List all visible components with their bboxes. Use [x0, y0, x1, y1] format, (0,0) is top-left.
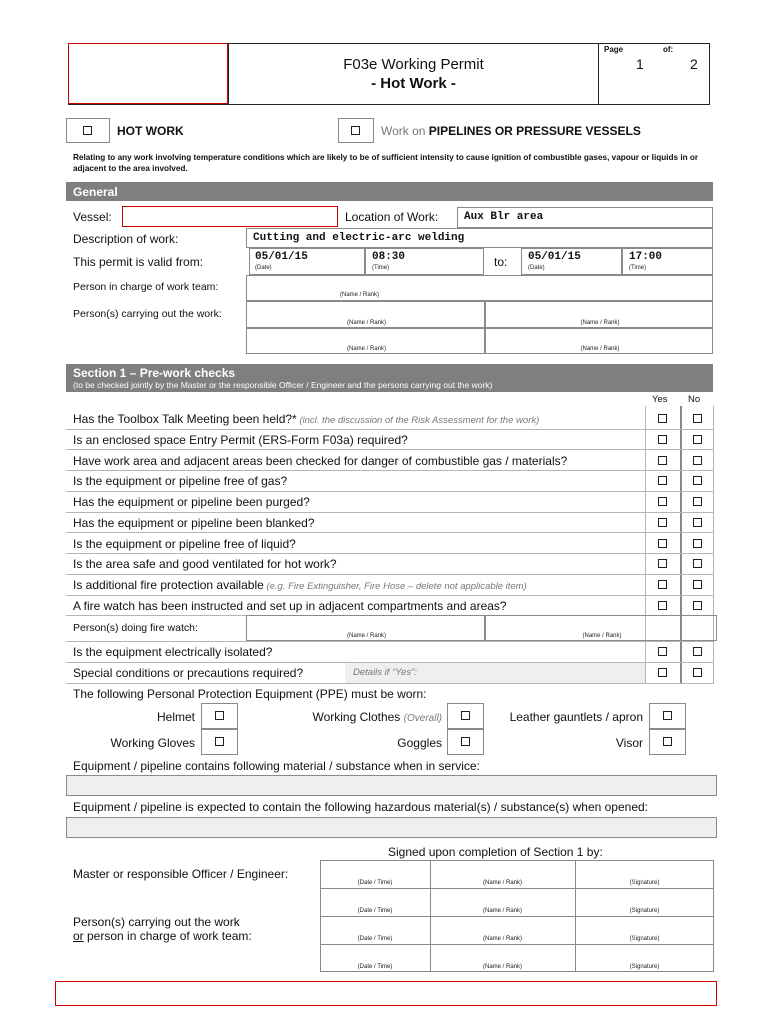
ppe-visor-checkbox[interactable] [663, 737, 672, 746]
form-title [229, 55, 598, 93]
ppe-intro: The following Personal Protection Equipment (PPE) must be worn: [73, 687, 427, 701]
hot-work-label: HOT WORK [117, 124, 184, 138]
question-special-conditions: Special conditions or precautions required? [73, 666, 304, 680]
location-input[interactable] [457, 207, 713, 228]
ppe-working-clothes-label [290, 710, 442, 724]
sig-date-time-caption[interactable]: (Date / Time) [357, 964, 393, 970]
yes-checkbox-q3[interactable] [658, 456, 667, 465]
no-checkbox-q5[interactable] [693, 497, 702, 506]
persons-carrying-input-1b[interactable] [485, 301, 713, 328]
description-label: Description of work: [73, 232, 179, 246]
pipelines-bold: PIPELINES OR PRESSURE VESSELS [428, 124, 641, 138]
question-free-of-liquid: Is the equipment or pipeline free of liquid? [73, 537, 296, 551]
person-in-charge-label: Person in charge of work team: [73, 281, 219, 293]
question-combustible-check: Have work area and adjacent areas been checked for danger of combustible gas / materials? [73, 454, 568, 468]
name-rank-caption: (Name / Rank) [580, 346, 620, 352]
question-electrically-isolated: Is the equipment electrically isolated? [73, 645, 273, 659]
sig-name-rank-caption[interactable]: (Name / Rank) [482, 880, 522, 886]
no-checkbox-q7[interactable] [693, 539, 702, 548]
to-date-value: 05/01/15 [528, 251, 581, 263]
question-blanked: Has the equipment or pipeline been blanked? [73, 516, 315, 530]
persons-carrying-sign-label [73, 915, 252, 943]
no-checkbox-q1[interactable] [693, 414, 702, 423]
no-checkbox-q6[interactable] [693, 518, 702, 527]
sig-date-time-caption[interactable]: (Date / Time) [357, 936, 393, 942]
question-purged: Has the equipment or pipeline been purged? [73, 495, 310, 509]
location-label: Location of Work: [345, 210, 439, 224]
question-toolbox-talk [73, 412, 539, 426]
no-checkbox-q8[interactable] [693, 559, 702, 568]
yes-checkbox-q4[interactable] [658, 476, 667, 485]
from-time-caption: (Time) [372, 265, 390, 271]
to-date-caption: (Date) [528, 265, 545, 271]
master-officer-label: Master or responsible Officer / Engineer: [73, 867, 289, 881]
sig-date-time-caption[interactable]: (Date / Time) [357, 880, 393, 886]
persons-carrying-sign-rest: person in charge of work team: [83, 929, 252, 943]
yes-checkbox-q5[interactable] [658, 497, 667, 506]
or-underlined: or [73, 929, 84, 943]
from-date-value: 05/01/15 [255, 251, 308, 263]
to-date-input[interactable] [521, 248, 622, 275]
ppe-leather-gauntlets-box[interactable] [649, 703, 686, 729]
no-column-label: No [688, 394, 701, 405]
page-number: 1 [636, 56, 644, 72]
no-checkbox-q4[interactable] [693, 476, 702, 485]
special-conditions-details-input[interactable] [345, 663, 645, 683]
name-rank-caption: (Name / Rank) [339, 292, 379, 298]
ppe-working-gloves-box[interactable] [201, 729, 238, 755]
section1-subtitle: (to be checked jointly by the Master or the responsible Officer / Engineer and the persons carrying out the work) [73, 380, 493, 390]
form-title-line2: - Hot Work - [371, 75, 456, 92]
question-entry-permit: Is an enclosed space Entry Permit (ERS-Form F03a) required? [73, 433, 408, 447]
material-in-service-label: Equipment / pipeline contains following material / substance when in service: [73, 759, 480, 773]
sig-name-rank-caption[interactable]: (Name / Rank) [482, 908, 522, 914]
name-rank-caption: (Name / Rank) [582, 633, 622, 639]
material-in-service-input[interactable] [66, 775, 717, 796]
ppe-helmet-label: Helmet [156, 710, 195, 724]
no-checkbox-q11[interactable] [693, 647, 702, 656]
question-fire-watch: A fire watch has been instructed and set up in adjacent compartments and areas? [73, 599, 507, 613]
hot-work-checkbox[interactable] [83, 126, 92, 135]
persons-carrying-label: Person(s) carrying out the work: [73, 308, 222, 320]
ppe-working-clothes-box[interactable] [447, 703, 484, 729]
form-title-line1: F03e Working Permit [343, 56, 484, 73]
ppe-working-clothes-checkbox[interactable] [461, 711, 470, 720]
sig-name-rank-caption[interactable]: (Name / Rank) [482, 936, 522, 942]
no-checkbox-q9[interactable] [693, 580, 702, 589]
page-total: 2 [690, 56, 698, 72]
question-free-of-gas: Is the equipment or pipeline free of gas? [73, 474, 288, 488]
valid-from-label: This permit is valid from: [73, 255, 204, 269]
yes-checkbox-q9[interactable] [658, 580, 667, 589]
persons-carrying-input-2a[interactable] [246, 328, 485, 354]
question-toolbox-talk-text: Has the Toolbox Talk Meeting been held?* [73, 412, 297, 426]
sig-signature-caption[interactable]: (Signature) [629, 908, 660, 914]
from-time-value: 08:30 [372, 251, 406, 263]
ppe-helmet-box[interactable] [201, 703, 238, 729]
name-rank-caption: (Name / Rank) [346, 633, 386, 639]
page-label: Page [604, 45, 624, 54]
section1-title: Section 1 – Pre-work checks [73, 366, 236, 380]
name-rank-caption: (Name / Rank) [346, 320, 386, 326]
pipelines-checkbox-box[interactable] [338, 118, 374, 143]
material-when-opened-input[interactable] [66, 817, 717, 838]
question-ventilated: Is the area safe and good ventilated for hot work? [73, 557, 337, 571]
yes-checkbox-q11[interactable] [658, 647, 667, 656]
question-fire-protection [73, 578, 527, 592]
ppe-visor-box[interactable] [649, 729, 686, 755]
intro-text: Relating to any work involving temperature conditions which are likely to be of sufficient intensity to cause ignition of combustible gases, vapour or liquids in or adjacent to the area involved. [73, 153, 699, 173]
no-checkbox-q10[interactable] [693, 601, 702, 610]
sig-date-time-caption[interactable]: (Date / Time) [357, 908, 393, 914]
question-fire-protection-text: Is additional fire protection available [73, 578, 264, 592]
yes-checkbox-q10[interactable] [658, 601, 667, 610]
sig-signature-caption[interactable]: (Signature) [629, 880, 660, 886]
to-time-input[interactable] [622, 248, 713, 275]
ppe-overall-hint: (Overall) [403, 713, 442, 724]
footer-box[interactable] [55, 981, 717, 1006]
question-toolbox-talk-hint: (incl. the discussion of the Risk Assessment for the work) [296, 415, 540, 426]
to-label: to: [494, 255, 508, 269]
signatures-header: Signed upon completion of Section 1 by: [388, 845, 603, 859]
yes-checkbox-q8[interactable] [658, 559, 667, 568]
persons-carrying-sign-line2 [73, 929, 252, 943]
ppe-leather-gauntlets-checkbox[interactable] [663, 711, 672, 720]
sig-signature-caption[interactable]: (Signature) [629, 936, 660, 942]
question-fire-protection-hint: (e.g. Fire Extinguisher, Fire Hose – delete not applicable item) [263, 581, 527, 592]
no-checkbox-q12[interactable] [693, 668, 702, 677]
sig-name-rank-caption[interactable]: (Name / Rank) [482, 964, 522, 970]
ppe-working-gloves-checkbox[interactable] [215, 737, 224, 746]
general-header: General [66, 182, 713, 201]
special-conditions-details-hint: Details if “Yes”: [353, 667, 417, 678]
to-time-caption: (Time) [629, 265, 647, 271]
ppe-goggles-box[interactable] [447, 729, 484, 755]
name-rank-caption: (Name / Rank) [346, 346, 386, 352]
yes-column-label: Yes [652, 394, 668, 405]
yes-checkbox-q6[interactable] [658, 518, 667, 527]
no-checkbox-q2[interactable] [693, 435, 702, 444]
person-in-charge-input[interactable] [246, 275, 713, 301]
ppe-working-gloves-label: Working Gloves [110, 736, 195, 750]
logo-placeholder [68, 43, 228, 104]
section1-header [66, 364, 713, 392]
pipelines-prefix: Work on [381, 124, 429, 138]
pipelines-checkbox[interactable] [351, 126, 360, 135]
from-date-caption: (Date) [255, 265, 272, 271]
fire-watch-input-b[interactable] [485, 615, 717, 641]
from-date-input[interactable] [249, 248, 365, 275]
hot-work-checkbox-box[interactable] [66, 118, 110, 143]
ppe-working-clothes-text: Working Clothes [312, 710, 401, 724]
of-label: of: [663, 45, 674, 54]
pipelines-label [381, 124, 641, 138]
vessel-input[interactable] [122, 206, 338, 227]
location-value: Aux Blr area [464, 211, 544, 223]
description-value: Cutting and electric-arc welding [253, 232, 465, 244]
name-rank-caption: (Name / Rank) [580, 320, 620, 326]
ppe-helmet-checkbox[interactable] [215, 711, 224, 720]
persons-carrying-sign-line1: Person(s) carrying out the work [73, 915, 240, 929]
yes-checkbox-q7[interactable] [658, 539, 667, 548]
no-checkbox-q3[interactable] [693, 456, 702, 465]
fire-watch-persons-label: Person(s) doing fire watch: [73, 622, 198, 634]
to-time-value: 17:00 [629, 251, 663, 263]
persons-carrying-input-1a[interactable] [246, 301, 485, 328]
yes-checkbox-q12[interactable] [658, 668, 667, 677]
yes-checkbox-q2[interactable] [658, 435, 667, 444]
fire-watch-input-a[interactable] [246, 615, 485, 641]
ppe-goggles-label: Goggles [397, 736, 442, 750]
sig-signature-caption[interactable]: (Signature) [629, 964, 660, 970]
vessel-label: Vessel: [73, 210, 112, 224]
ppe-leather-gauntlets-label: Leather gauntlets / apron [509, 710, 643, 724]
from-time-input[interactable] [365, 248, 484, 275]
persons-carrying-input-2b[interactable] [485, 328, 713, 354]
ppe-goggles-checkbox[interactable] [461, 737, 470, 746]
yes-checkbox-q1[interactable] [658, 414, 667, 423]
description-input[interactable] [246, 228, 713, 248]
material-when-opened-label: Equipment / pipeline is expected to contain the following hazardous material(s) / substance(s) when opened: [73, 800, 648, 814]
ppe-visor-label: Visor [615, 736, 643, 750]
